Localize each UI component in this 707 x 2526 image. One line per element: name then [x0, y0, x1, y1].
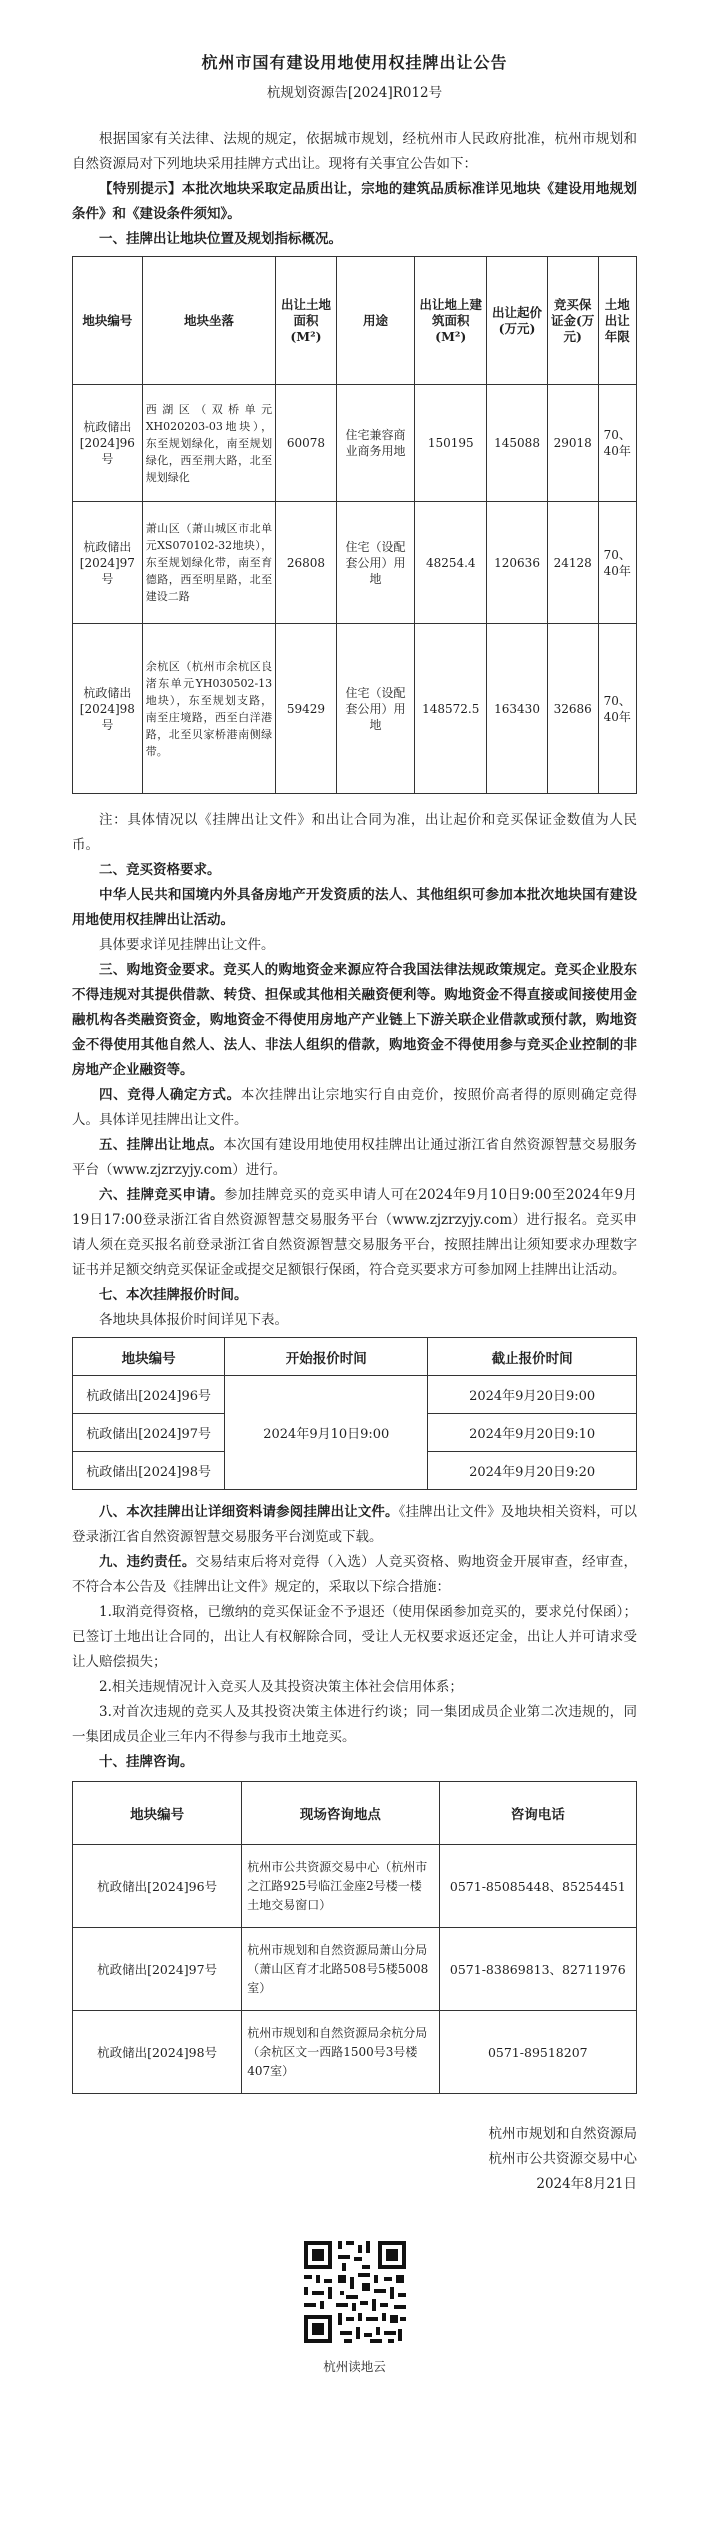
intro-paragraph: 根据国家有关法律、法规的规定，依据城市规划，经杭州市人民政府批准，杭州市规划和自然资源局对下列地块采用挂牌方式出让。现将有关事宜公告如下：: [72, 131, 637, 172]
section-2-detail: 具体要求详见挂牌出让文件。: [99, 937, 275, 953]
section-5-heading: 五、挂牌出让地点。: [99, 1137, 224, 1153]
section-8-heading: 八、本次挂牌出让详细资料请参阅挂牌出让文件。: [99, 1504, 399, 1520]
section-2-heading: 二、竞买资格要求。: [99, 862, 221, 878]
section-5-paragraph: [72, 1133, 637, 1183]
start-time: 2024年9月10日9:00: [225, 1376, 428, 1490]
plot-deposit: 29018: [547, 385, 598, 502]
col-deposit: 竞买保证金(万元): [547, 257, 598, 385]
section-6-heading: 六、挂牌竞买申请。: [99, 1187, 224, 1203]
col-floor-area: 出让地上建筑面积(M²): [415, 257, 487, 385]
plot-use: 住宅（设配套公用）用地: [336, 624, 415, 794]
section-4-text: 本次挂牌出让宗地实行自由竞价，按照价高者得的原则确定竞得人。具体详见挂牌出让文件。: [72, 1087, 638, 1128]
col-phone: 咨询电话: [439, 1782, 636, 1845]
section-9-paragraph: [72, 1550, 637, 1600]
plot-location: 西湖区（双桥单元XH020203-03地块），东至规划绿化，南至规划绿化，西至荆大路，北至规划绿化: [142, 385, 275, 502]
plot-area: 60078: [276, 385, 337, 502]
document-number: 杭规划资源告[2024]R012号: [266, 85, 443, 101]
section-5-text: 本次国有建设用地使用权挂牌出让通过浙江省自然资源智慧交易服务平台（www.zjzrzyjy.com）进行。: [72, 1137, 638, 1178]
section-8-paragraph: [72, 1500, 637, 1550]
col-address: 现场咨询地点: [242, 1782, 439, 1845]
signer-2: 杭州市公共资源交易中心: [488, 2151, 637, 2167]
plot-no: 杭政储出[2024]97号: [73, 502, 143, 624]
section-2-bold: 中华人民共和国境内外具备房地产开发资质的法人、其他组织可参加本批次地块国有建设用地使用权挂牌出让活动。: [72, 887, 637, 928]
qr-code-icon[interactable]: [300, 2237, 410, 2347]
plot-floor-area: 148572.5: [415, 624, 487, 794]
page-title: 杭州市国有建设用地使用权挂牌出让公告: [201, 53, 508, 72]
signature-block: [72, 2122, 637, 2197]
plot-start-price: 163430: [487, 624, 548, 794]
end-time: 2024年9月20日9:10: [428, 1414, 637, 1452]
section-4-heading: 四、竞得人确定方式。: [99, 1087, 241, 1103]
consult-phone: 0571-89518207: [439, 2011, 636, 2094]
plot-use: 住宅（设配套公用）用地: [336, 502, 415, 624]
col-location: 地块坐落: [142, 257, 275, 385]
end-time: 2024年9月20日9:20: [428, 1452, 637, 1490]
col-plot-no: 地块编号: [73, 257, 143, 385]
col-term: 土地出让年限: [598, 257, 637, 385]
table-row: [73, 385, 637, 502]
table-row: [73, 2011, 637, 2094]
plot-no: 杭政储出[2024]97号: [73, 1928, 242, 2011]
table-row: [73, 1376, 637, 1414]
section-4-paragraph: [72, 1083, 637, 1133]
section-9-item-3: 3.对首次违规的竞买人及其投资决策主体进行约谈；同一集团成员企业第二次违规的，同一集团成员企业三年内不得参与我市土地竞买。: [72, 1704, 637, 1745]
plot-use: 住宅兼容商业商务用地: [336, 385, 415, 502]
plot-term: 70、40年: [598, 502, 637, 624]
plot-no: 杭政储出[2024]96号: [73, 1845, 242, 1928]
plot-area: 59429: [276, 624, 337, 794]
plot-area: 26808: [276, 502, 337, 624]
section-6-paragraph: [72, 1183, 637, 1283]
consult-phone: 0571-85085448、85254451: [439, 1845, 636, 1928]
plot-deposit: 32686: [547, 624, 598, 794]
plot-start-price: 120636: [487, 502, 548, 624]
plot-location: 萧山区（萧山城区市北单元XS070102-32地块），东至规划绿化带，南至育德路，西至明星路，北至建设二路: [142, 502, 275, 624]
section-9-text: 交易结束后将对竞得（入选）人竞买资格、购地资金开展审查，经审查，不符合本公告及《挂牌出让文件》规定的，采取以下综合措施：: [72, 1554, 638, 1595]
quote-table-header: [73, 1338, 637, 1376]
signer-1: 杭州市规划和自然资源局: [488, 2126, 637, 2142]
plot-no: 杭政储出[2024]98号: [73, 1452, 225, 1490]
section-3-heading: 三、购地资金要求。: [99, 962, 224, 978]
col-plot-no: 地块编号: [73, 1782, 242, 1845]
plot-floor-area: 48254.4: [415, 502, 487, 624]
quote-time-table: [72, 1337, 637, 1490]
consult-address: 杭州市公共资源交易中心（杭州市之江路925号临江金座2号楼一楼土地交易窗口）: [242, 1845, 439, 1928]
plot-deposit: 24128: [547, 502, 598, 624]
col-end-time: 截止报价时间: [428, 1338, 637, 1376]
consult-table-header: [73, 1782, 637, 1845]
section-3-paragraph: [72, 958, 637, 1083]
col-start-price: 出让起价(万元): [487, 257, 548, 385]
section-9-heading: 九、违约责任。: [99, 1554, 196, 1570]
section-9-item-2: 2.相关违规情况计入竞买人及其投资决策主体社会信用体系；: [99, 1679, 463, 1695]
end-time: 2024年9月20日9:00: [428, 1376, 637, 1414]
consult-phone: 0571-83869813、82711976: [439, 1928, 636, 2011]
plot-term: 70、40年: [598, 385, 637, 502]
plot-no: 杭政储出[2024]96号: [73, 1376, 225, 1414]
qr-caption: 杭州读地云: [323, 2359, 386, 2374]
section-8-text: 《挂牌出让文件》及地块相关资料，可以登录浙江省自然资源智慧交易服务平台浏览或下载。: [72, 1504, 638, 1545]
plot-term: 70、40年: [598, 624, 637, 794]
plot-no: 杭政储出[2024]96号: [73, 385, 143, 502]
section-10-heading: 十、挂牌咨询。: [99, 1754, 194, 1770]
col-start-time: 开始报价时间: [225, 1338, 428, 1376]
section-7-heading: 七、本次挂牌报价时间。: [99, 1287, 248, 1303]
consult-address: 杭州市规划和自然资源局余杭分局（余杭区文一西路1500号3号楼407室）: [242, 2011, 439, 2094]
special-notice: 【特别提示】本批次地块采取定品质出让，宗地的建筑品质标准详见地块《建设用地规划条件》和《建设条件须知》。: [72, 181, 637, 222]
plot-location: 余杭区（杭州市余杭区良渚东单元YH030502-13地块），东至规划支路，南至庄境路，西至白洋港路，北至贝家桥港南侧绿带。: [142, 624, 275, 794]
qr-code-graphic: [300, 2237, 410, 2347]
section-1-heading: 一、挂牌出让地块位置及规划指标概况。: [99, 231, 342, 247]
plot-no: 杭政储出[2024]97号: [73, 1414, 225, 1452]
table-row: [73, 1928, 637, 2011]
section-7-text: 各地块具体报价时间详见下表。: [99, 1312, 288, 1328]
col-use: 用途: [336, 257, 415, 385]
plot-no: 杭政储出[2024]98号: [73, 2011, 242, 2094]
col-area: 出让土地面积(M²): [276, 257, 337, 385]
table-row: [73, 1845, 637, 1928]
signature-date: 2024年8月21日: [536, 2176, 637, 2192]
col-plot-no: 地块编号: [73, 1338, 225, 1376]
table-row: [73, 502, 637, 624]
table-row: [73, 624, 637, 794]
section-3-bold: 竞买人的购地资金来源应符合我国法律法规政策规定。竞买企业股东不得违规对其提供借款、转贷、担保或其他相关融资便利等。购地资金不得直接或间接使用金融机构各类融资资金，购地资金不得使用房地产产业链上下游关联企业借款或预付款，购地资金不得使用其他自然人、法人、非法人组织的借款，购地资金不得使用参与竞买企业控制的非房地产企业融资等。: [72, 962, 638, 1078]
consultation-table: [72, 1781, 637, 2094]
consult-address: 杭州市规划和自然资源局萧山分局（萧山区育才北路508号5楼5008室）: [242, 1928, 439, 2011]
plots-table: [72, 256, 637, 794]
plot-floor-area: 150195: [415, 385, 487, 502]
section-6-text: 参加挂牌竞买的竞买申请人可在2024年9月10日9:00至2024年9月19日17:00登录浙江省自然资源智慧交易服务平台（www.zjzrzyjy.com）进行报名。竞买申请人须在竞买报名前登录浙江省自然资源智慧交易服务平台，按照挂牌出让须知要求办理数字证书并足额交纳竞买保证金或提交足额银行保函，符合竞买要求方可参加网上挂牌出让活动。: [72, 1187, 638, 1278]
plot-no: 杭政储出[2024]98号: [73, 624, 143, 794]
plots-table-header: [73, 257, 637, 385]
section-9-item-1: 1.取消竞得资格，已缴纳的竞买保证金不予退还（使用保函参加竞买的，要求兑付保函）；已签订土地出让合同的，出让人有权解除合同，受让人无权要求返还定金，出让人并可请求受让人赔偿损失；: [72, 1604, 637, 1670]
table-note: 注：具体情况以《挂牌出让文件》和出让合同为准，出让起价和竞买保证金数值为人民币。: [72, 812, 637, 853]
plot-start-price: 145088: [487, 385, 548, 502]
